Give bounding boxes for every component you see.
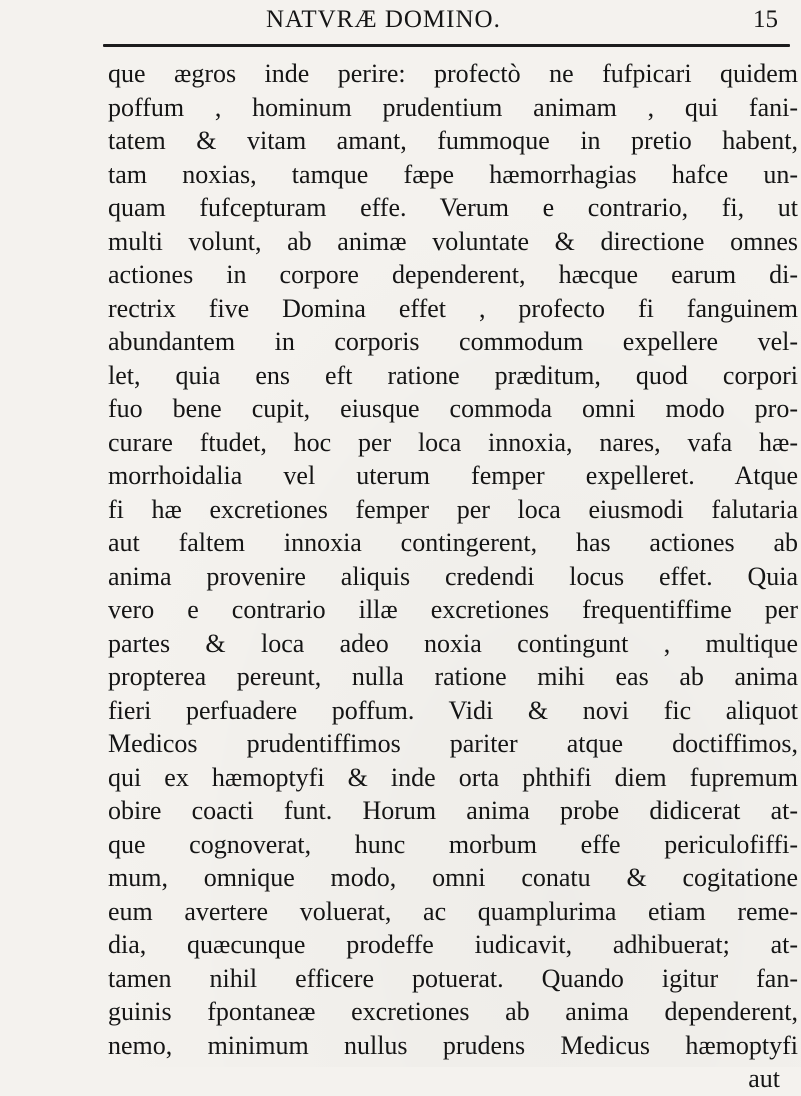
text-line: guinis fpontaneæ excretiones ab anima dependerent, — [108, 997, 798, 1026]
running-title: NATVRÆ DOMINO. — [266, 6, 501, 33]
text-line: que cognoverat, hunc morbum effe periculofiffi- — [108, 829, 798, 859]
text-line: fuo bene cupit, eiusque commoda omni modo pro- — [108, 394, 798, 423]
text-line: abundantem in corporis commodum expellere vel- — [108, 327, 798, 356]
text-line: mum, omnique modo, omni conatu & cogitatione — [108, 863, 798, 892]
text-line: multi volunt, ab animæ voluntate & directione omnes — [108, 226, 798, 256]
text-line: anima provenire aliquis credendi locus effet. Quia — [108, 561, 798, 591]
text-line: aut faltem innoxia contingerent, has actiones ab — [108, 528, 798, 557]
text-line: partes & loca adeo noxia contingunt , multique — [108, 628, 798, 658]
text-line: propterea pereunt, nulla ratione mihi eas ab anima — [108, 662, 798, 691]
text-line: fieri perfuadere poffum. Vidi & novi fic aliquot — [108, 695, 798, 725]
page-number: 15 — [753, 6, 778, 33]
text-line: eum avertere voluerat, ac quamplurima etiam reme- — [108, 896, 798, 926]
text-line: fi hæ excretiones femper per loca eiusmodi falutaria — [108, 494, 798, 524]
catchword: aut — [748, 1064, 780, 1093]
body-text — [108, 57, 798, 1096]
text-line: poffum , hominum prudentium animam , qui fani- — [108, 92, 798, 122]
text-line: curare ftudet, hoc per loca innoxia, nares, vafa hæ- — [108, 427, 798, 457]
text-line: nemo, minimum nullus prudens Medicus hæmoptyfi — [108, 1030, 798, 1060]
text-line: tamen nihil efficere potuerat. Quando igitur fan- — [108, 963, 798, 993]
text-line: Medicos prudentiffimos pariter atque doctiffimos, — [108, 729, 798, 758]
text-line: obire coacti funt. Horum anima probe didicerat at- — [108, 796, 798, 825]
text-line: rectrix five Domina effet , profecto fi fanguinem — [108, 293, 798, 323]
running-head — [98, 6, 788, 46]
text-line: vero e contrario illæ excretiones frequentiffime per — [108, 595, 798, 624]
text-line: quam fufcepturam effe. Verum e contrario, fi, ut — [108, 193, 798, 222]
text-line: actiones in corpore dependerent, hæcque earum di- — [108, 260, 798, 289]
text-line: tam noxias, tamque fæpe hæmorrhagias hafce un- — [108, 159, 798, 189]
header-rule — [103, 44, 790, 47]
text-line: dia, quæcunque prodeffe iudicavit, adhibuerat; at- — [108, 930, 798, 959]
text-line: que ægros inde perire: profectò ne fufpicari quidem — [108, 59, 798, 88]
text-line: morrhoidalia vel uterum femper expelleret. Atque — [108, 461, 798, 490]
text-line: qui ex hæmoptyfi & inde orta phthifi diem fupremum — [108, 762, 798, 792]
text-line: tatem & vitam amant, fummoque in pretio habent, — [108, 126, 798, 155]
text-line: let, quia ens eft ratione præditum, quod corpori — [108, 360, 798, 390]
